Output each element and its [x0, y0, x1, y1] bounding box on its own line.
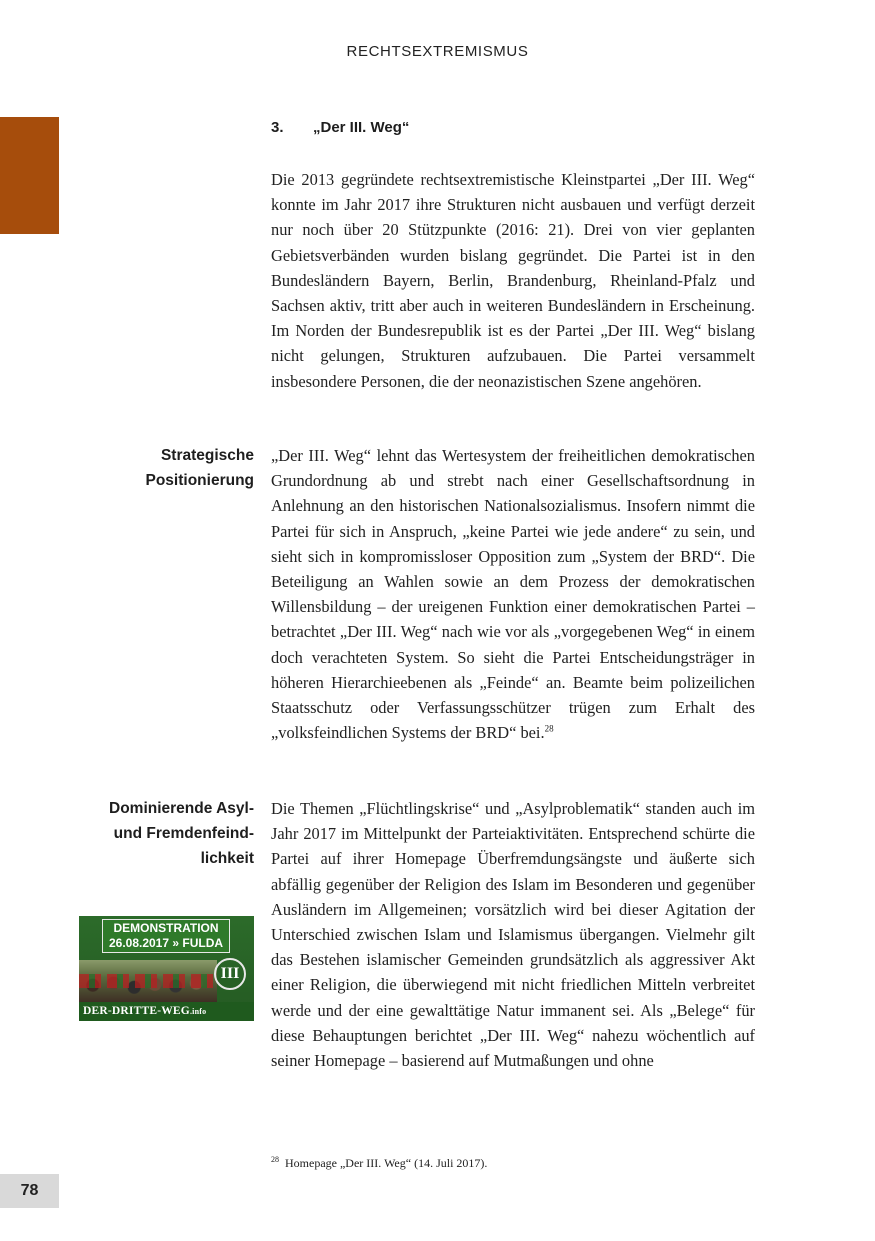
margin-label-line: und Fremdenfeind- [113, 825, 254, 843]
footnote-reference[interactable]: 28 [544, 723, 554, 734]
banner-footer-main: DER-DRITTE-WEG [83, 1005, 190, 1017]
banner-title-box [102, 919, 230, 953]
margin-label-line: lichkeit [200, 850, 254, 868]
footnote-text: Homepage „Der III. Weg“ (14. Juli 2017). [285, 1156, 488, 1170]
paragraph-strategic-positioning [271, 443, 755, 745]
page-number: 78 [0, 1174, 59, 1208]
banner-line-1: DEMONSTRATION [113, 921, 219, 935]
margin-label-line: Positionierung [145, 472, 254, 490]
margin-label-line: Strategische [160, 447, 254, 464]
section-title: „Der III. Weg“ [313, 119, 410, 136]
margin-label-asylum-xenophobia [54, 796, 254, 872]
section-number: 3. [271, 119, 284, 136]
margin-label-strategic-positioning [54, 443, 254, 493]
footnote-number: 28 [271, 1155, 279, 1164]
paragraph-intro: Die 2013 gegründete rechtsextremistische Kleinstpartei „Der III. Weg“ konnte im Jahr 2017 ihre Strukturen nicht ausbauen und verfügt derzeit nur noch über 20 Stützpunkte (2016: 21). Drei von vier geplanten Gebietsverbänden wurden bislang gegründet. Die Partei ist in den Bundesländern Bayern, Berlin, Brandenburg, Rheinland-Pfalz und Sachsen aktiv, tritt aber auch in weiteren Bundesländern in Erscheinung. Im Norden der Bundesrepublik ist es der Partei „Der III. Weg“ bislang nicht gelungen, Strukturen aufzubauen. Die Partei versammelt insbesondere Personen, die der neonazistischen Szene angehören. [271, 170, 755, 391]
margin-label-line: Dominierende Asyl- [109, 800, 254, 817]
chapter-tab [0, 117, 59, 234]
running-header: RECHTSEXTREMISMUS [346, 43, 529, 60]
paragraph-text: „Der III. Weg“ lehnt das Wertesystem der freiheitlichen demokratischen Grundordnung ab und strebt nach einer Gesellschaftsordnung in Anlehnung an den historischen Nationalsozialismus. Insofern nimmt die Partei für sich in Anspruch, „keine Partei wie jede andere“ zu sein, und sieht sich in kompromissloser Opposition zum „System der BRD“. Die Beteiligung an Wahlen sowie an dem Prozess der demokratischen Willensbildung – der ureigenen Funktion einer demokratischen Partei – betrachtet „Der III. Weg“ nach wie vor als „vorgegebenen Weg“ in einem doch verachteten System. So sieht die Partei Entscheidungsträger in höheren Hierarchieebenen als „Feinde“ an. Beamte beim polizeilichen Staatsschutz oder Verfassungsschützer trügen zum Erhalt des „volksfeindlichen Systems der BRD“ bei. [271, 446, 755, 743]
flags-graphic [79, 974, 217, 988]
paragraph-asylum-xenophobia: Die Themen „Flüchtlingskrise“ und „Asylproblematik“ standen auch im Jahr 2017 im Mittelpunkt der Parteiaktivitäten. Entsprechend schürte die Partei auf ihrer Homepage Überfremdungsängste und äußerte sich abfällig gegenüber der Religion des Islam im Besonderen und gegenüber Ausländern im Allgemeinen; vorsätzlich wird bei dieser Agitation der Unterschied zwischen Islam und Islamismus übergangen. Vielmehr gilt das Bestehen islamischer Gemeinden grundsätzlich als aggressiver Akt einer Religion, die überwiegend mit nicht friedlichen Mitteln verbreitet werde und der eine gewalttätige Natur immanent sei. Als „Belege“ für diese Behauptungen berichtet „Der III. Weg“ nahezu wöchentlich auf seiner Homepage – basierend auf Mutmaßungen und ohne [271, 799, 755, 1071]
banner-footer [79, 1002, 254, 1021]
section-heading [271, 119, 409, 136]
banner-line-2: 26.08.2017 » FULDA [108, 936, 224, 950]
footnote [271, 1155, 487, 1171]
party-emblem-icon: III [214, 958, 246, 990]
banner-footer-suffix: .info [189, 1007, 207, 1016]
demonstration-banner-image [79, 916, 254, 1021]
